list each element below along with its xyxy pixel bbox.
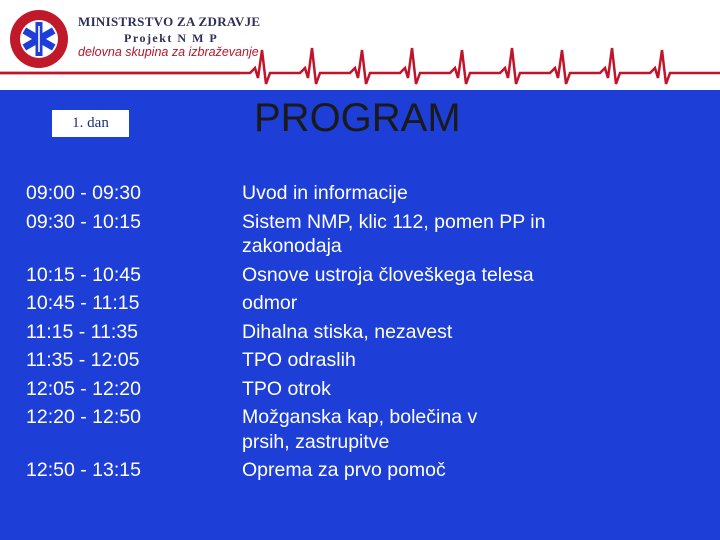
schedule-topic: Sistem NMP, klic 112, pomen PP in xyxy=(242,210,546,233)
schedule-time: 12:05 - 12:20 xyxy=(26,377,141,400)
org-name: MINISTRSTVO ZA ZDRAVJE xyxy=(78,14,261,29)
project-name: Projekt N M P xyxy=(124,31,219,45)
schedule-time: 11:35 - 12:05 xyxy=(26,349,140,371)
schedule-topic: odmor xyxy=(242,292,298,314)
schedule-topic: Oprema za prvo pomoč xyxy=(242,459,446,481)
schedule-time: 10:45 - 11:15 xyxy=(26,292,140,314)
schedule-time: 11:15 - 11:35 xyxy=(26,320,139,343)
schedule-topic: Možganska kap, bolečina v xyxy=(242,406,478,428)
schedule-time: 10:15 - 10:45 xyxy=(26,263,141,286)
schedule-time: 12:20 - 12:50 xyxy=(26,406,141,428)
schedule-topic: Uvod in informacije xyxy=(242,182,408,204)
schedule-topic: TPO odraslih xyxy=(242,349,356,371)
page-title: PROGRAM xyxy=(254,96,461,140)
schedule-time: 09:00 - 09:30 xyxy=(26,182,141,204)
day-label: 1. dan xyxy=(52,110,129,137)
schedule-topic: zakonodaja xyxy=(242,235,342,257)
schedule-topic: Dihalna stiska, nezavest xyxy=(242,320,453,343)
schedule-topic: TPO otrok xyxy=(242,377,331,400)
working-group: delovna skupina za izbraževanje xyxy=(78,45,259,59)
schedule-time: 12:50 - 13:15 xyxy=(26,459,141,481)
schedule-time: 09:30 - 10:15 xyxy=(26,210,141,233)
schedule-topic: Osnove ustroja človeškega telesa xyxy=(242,263,534,286)
schedule-topic: prsih, zastrupitve xyxy=(242,430,390,453)
